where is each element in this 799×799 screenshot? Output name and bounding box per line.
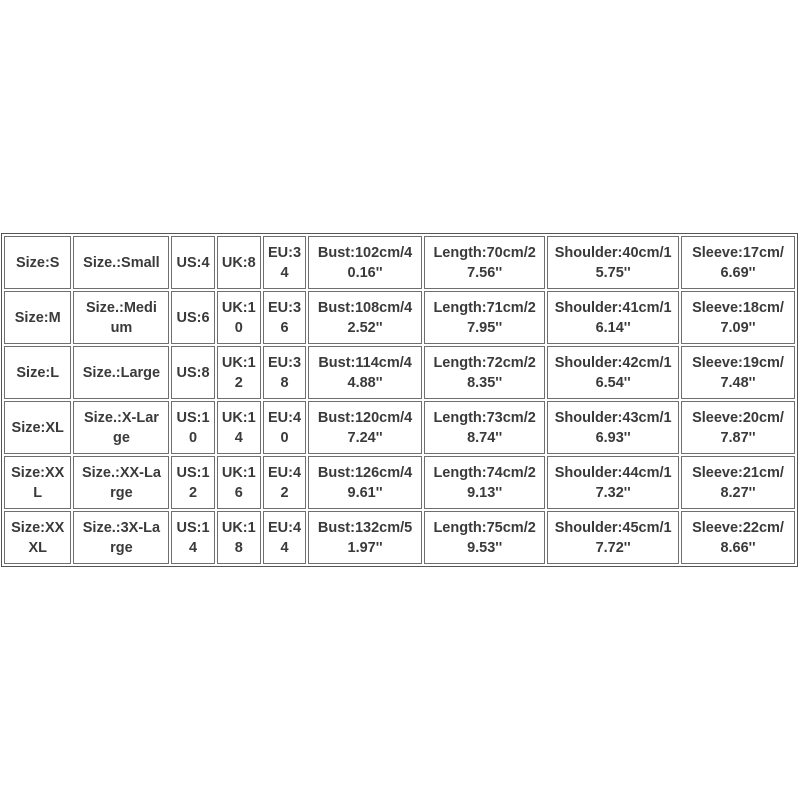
eu-size-cell: EU:4 2 bbox=[263, 456, 306, 509]
length-cell: Length:70cm/2 7.56'' bbox=[424, 236, 545, 289]
bust-cell: Bust:120cm/4 7.24'' bbox=[308, 401, 422, 454]
uk-size-cell: UK:1 2 bbox=[217, 346, 261, 399]
shoulder-cell: Shoulder:40cm/1 5.75'' bbox=[547, 236, 679, 289]
us-size-cell: US:4 bbox=[171, 236, 214, 289]
shoulder-cell: Shoulder:42cm/1 6.54'' bbox=[547, 346, 679, 399]
shoulder-cell: Shoulder:41cm/1 6.14'' bbox=[547, 291, 679, 344]
us-size-cell: US:1 0 bbox=[171, 401, 214, 454]
size-cell: Size:XX XL bbox=[4, 511, 71, 564]
shoulder-cell: Shoulder:43cm/1 6.93'' bbox=[547, 401, 679, 454]
length-cell: Length:74cm/2 9.13'' bbox=[424, 456, 545, 509]
size-name-cell: Size.:Small bbox=[73, 236, 169, 289]
us-size-cell: US:1 4 bbox=[171, 511, 214, 564]
size-cell: Size:M bbox=[4, 291, 71, 344]
bust-cell: Bust:126cm/4 9.61'' bbox=[308, 456, 422, 509]
table-row bbox=[4, 236, 795, 289]
size-cell: Size:XL bbox=[4, 401, 71, 454]
size-chart-table bbox=[1, 233, 798, 567]
eu-size-cell: EU:3 8 bbox=[263, 346, 306, 399]
bust-cell: Bust:102cm/4 0.16'' bbox=[308, 236, 422, 289]
eu-size-cell: EU:3 6 bbox=[263, 291, 306, 344]
table-row bbox=[4, 291, 795, 344]
table-row bbox=[4, 346, 795, 399]
shoulder-cell: Shoulder:44cm/1 7.32'' bbox=[547, 456, 679, 509]
sleeve-cell: Sleeve:21cm/ 8.27'' bbox=[681, 456, 795, 509]
sleeve-cell: Sleeve:20cm/ 7.87'' bbox=[681, 401, 795, 454]
uk-size-cell: UK:8 bbox=[217, 236, 261, 289]
uk-size-cell: UK:1 4 bbox=[217, 401, 261, 454]
uk-size-cell: UK:1 6 bbox=[217, 456, 261, 509]
shoulder-cell: Shoulder:45cm/1 7.72'' bbox=[547, 511, 679, 564]
size-cell: Size:L bbox=[4, 346, 71, 399]
bust-cell: Bust:132cm/5 1.97'' bbox=[308, 511, 422, 564]
size-name-cell: Size.:Large bbox=[73, 346, 169, 399]
eu-size-cell: EU:4 0 bbox=[263, 401, 306, 454]
size-name-cell: Size.:Medi um bbox=[73, 291, 169, 344]
sleeve-cell: Sleeve:18cm/ 7.09'' bbox=[681, 291, 795, 344]
us-size-cell: US:6 bbox=[171, 291, 214, 344]
length-cell: Length:71cm/2 7.95'' bbox=[424, 291, 545, 344]
size-cell: Size:XX L bbox=[4, 456, 71, 509]
eu-size-cell: EU:3 4 bbox=[263, 236, 306, 289]
uk-size-cell: UK:1 8 bbox=[217, 511, 261, 564]
size-cell: Size:S bbox=[4, 236, 71, 289]
sleeve-cell: Sleeve:22cm/ 8.66'' bbox=[681, 511, 795, 564]
uk-size-cell: UK:1 0 bbox=[217, 291, 261, 344]
length-cell: Length:73cm/2 8.74'' bbox=[424, 401, 545, 454]
us-size-cell: US:1 2 bbox=[171, 456, 214, 509]
size-chart-body bbox=[4, 236, 795, 564]
eu-size-cell: EU:4 4 bbox=[263, 511, 306, 564]
table-row bbox=[4, 456, 795, 509]
table-row bbox=[4, 401, 795, 454]
size-name-cell: Size.:X-Lar ge bbox=[73, 401, 169, 454]
bust-cell: Bust:114cm/4 4.88'' bbox=[308, 346, 422, 399]
sleeve-cell: Sleeve:19cm/ 7.48'' bbox=[681, 346, 795, 399]
bust-cell: Bust:108cm/4 2.52'' bbox=[308, 291, 422, 344]
table-row bbox=[4, 511, 795, 564]
size-name-cell: Size.:3X-La rge bbox=[73, 511, 169, 564]
length-cell: Length:72cm/2 8.35'' bbox=[424, 346, 545, 399]
us-size-cell: US:8 bbox=[171, 346, 214, 399]
size-name-cell: Size.:XX-La rge bbox=[73, 456, 169, 509]
length-cell: Length:75cm/2 9.53'' bbox=[424, 511, 545, 564]
sleeve-cell: Sleeve:17cm/ 6.69'' bbox=[681, 236, 795, 289]
